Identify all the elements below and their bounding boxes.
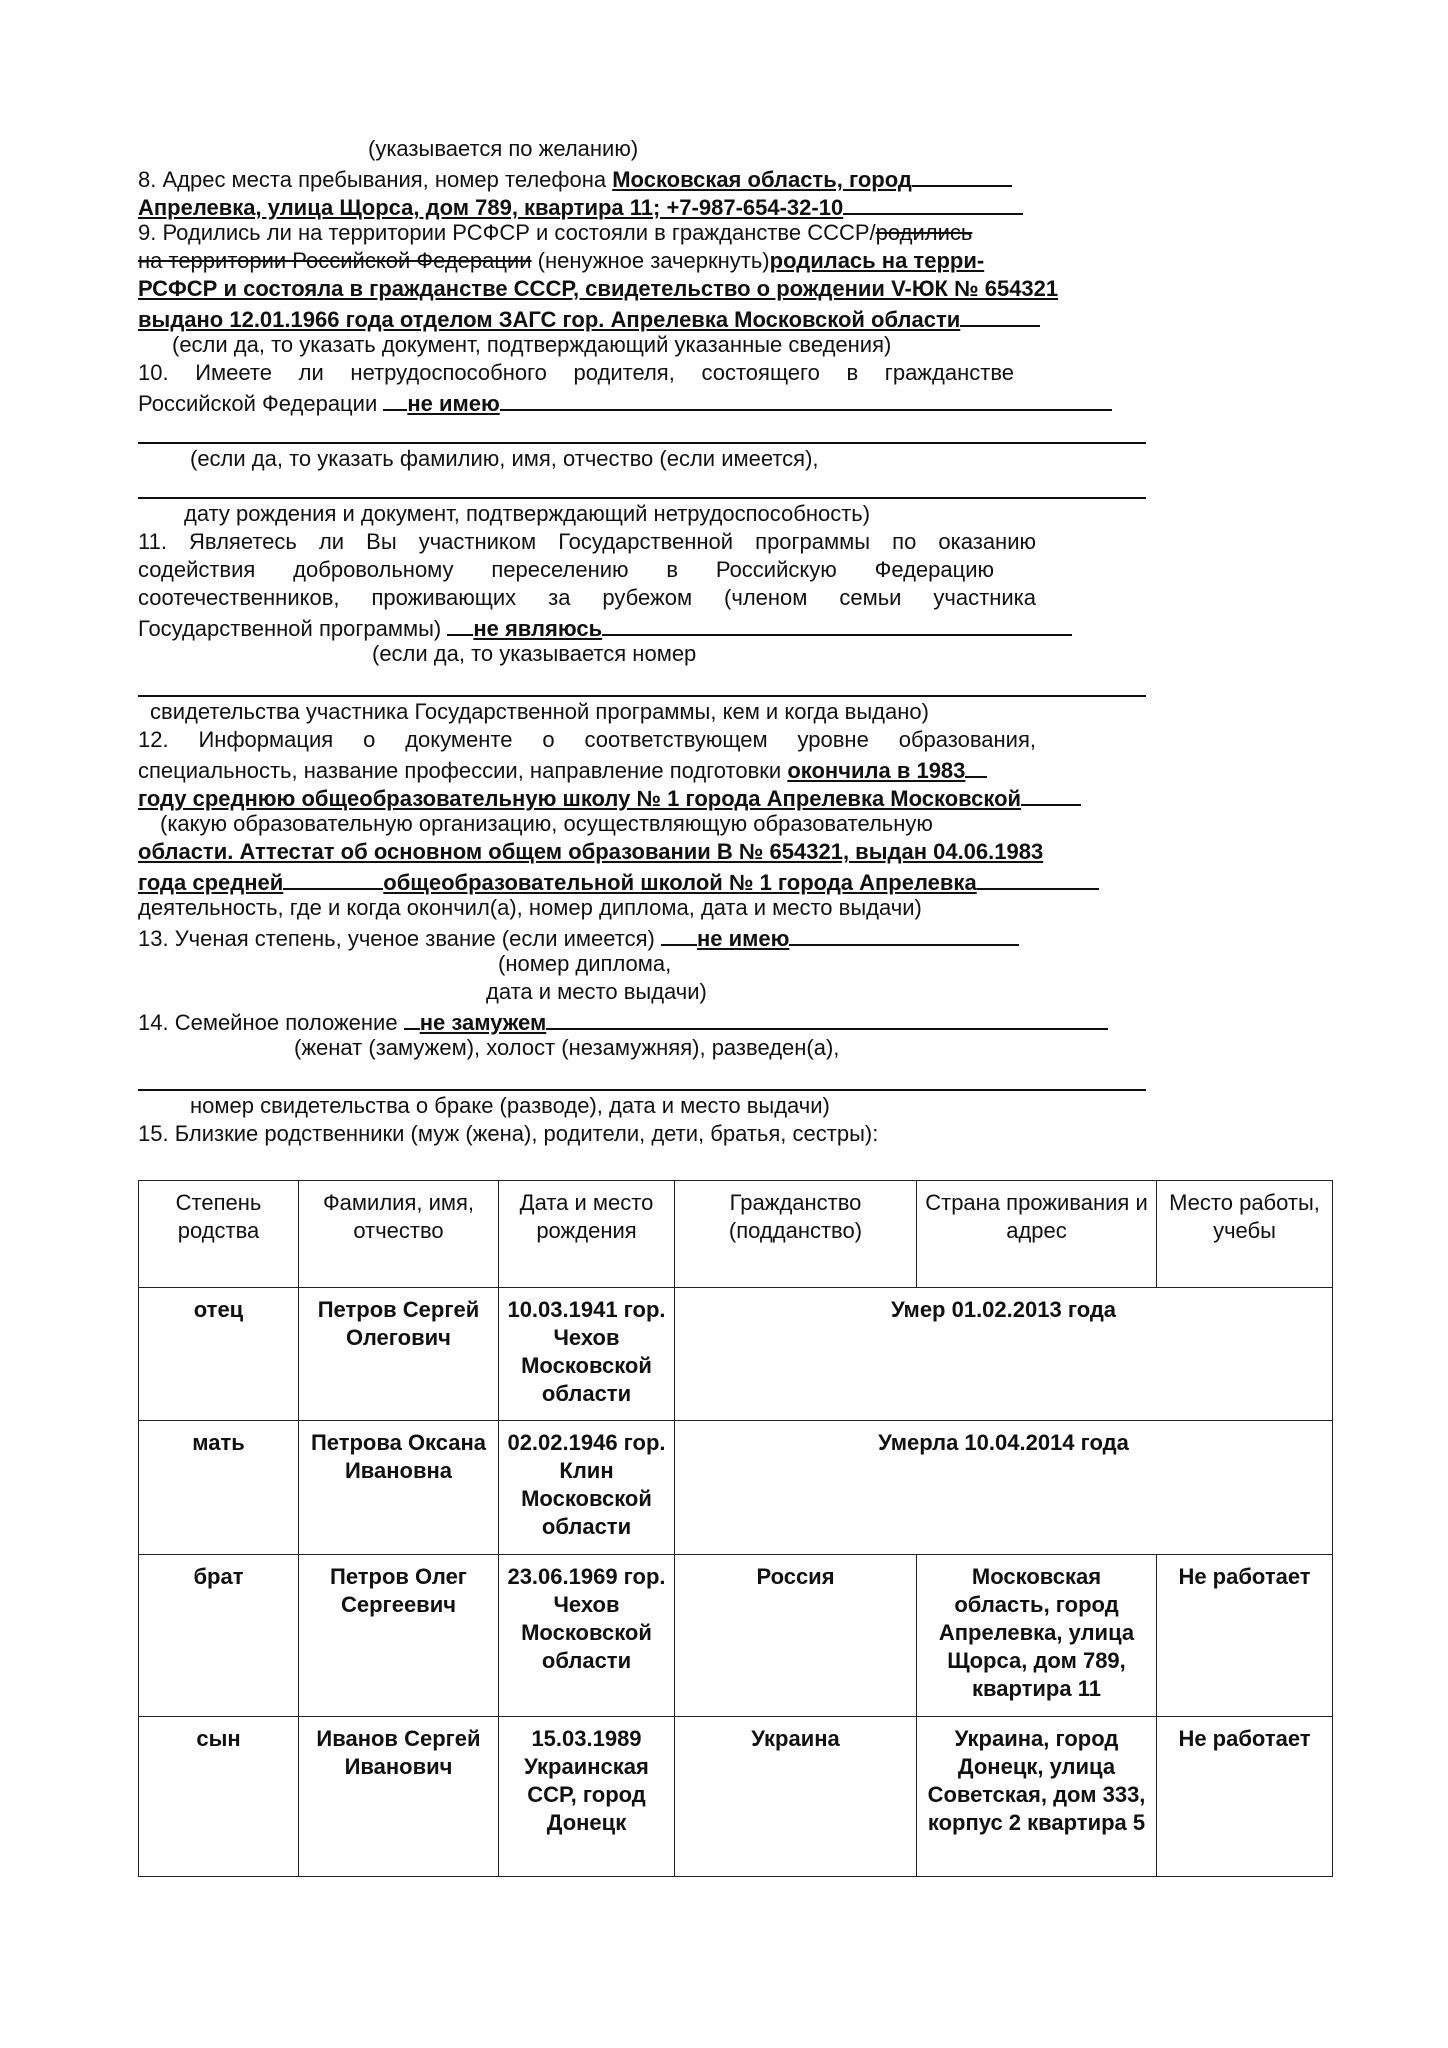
q9-fill [960,303,1040,327]
q9-strike-1: родились [875,220,973,245]
q9-answer-1: родилась на терри- [769,248,985,273]
q12-line-2 [138,754,987,785]
row-father-birth: 10.03.1941 гор. Чехов Московской области [499,1288,675,1421]
q12-answer-1: окончила в 1983 [787,758,966,783]
q10-hint-1: (если да, то указать фамилию, имя, отчество (если имеется), [190,446,819,471]
q14-fill [546,1006,1108,1030]
q12-label: специальность, название профессии, направление подготовки [138,758,788,783]
note-by-wish: (указывается по желанию) [368,136,639,161]
q12-fill-1 [1021,782,1081,806]
q8-answer-1: Московская область, город [612,167,912,192]
header-residence: Страна проживания и адрес [917,1181,1157,1288]
q9-line-2 [138,247,984,275]
q11-hint-1: (если да, то указывается номер [372,641,697,666]
q12-answer-4b: общеобразовательной школой № 1 города Апрелевка [383,870,977,895]
row-father-name: Петров Сергей Олегович [299,1288,499,1421]
row-mother-name: Петрова Оксана Ивановна [299,1421,499,1555]
row-brother-degree: брат [139,1555,299,1717]
row-mother-death: Умерла 10.04.2014 года [675,1421,1333,1555]
row-father-death: Умер 01.02.2013 года [675,1288,1333,1421]
q9-note: (ненужное зачеркнуть) [531,248,770,273]
header-degree: Степень родства [139,1181,299,1288]
q11-blank-line [138,695,1146,697]
q9-strike-2: на территории Российской Федерации [138,248,532,273]
q12-answer-3: области. Аттестат об основном общем образовании В № 654321, выдан 04.06.1983 [138,839,1044,864]
q11-hint-2: свидетельства участника Государственной программы, кем и когда выдано) [150,699,929,724]
header-citizenship: Гражданство (подданство) [675,1181,917,1288]
table-row [139,1717,1333,1877]
row-son-citizenship: Украина [675,1717,917,1877]
q10-blank-line-2 [138,497,1146,499]
row-brother-birth: 23.06.1969 гор. Чехов Московской области [499,1555,675,1717]
table-row [139,1288,1333,1421]
row-mother-degree: мать [139,1421,299,1555]
table-header-row [139,1181,1333,1288]
q10-label: Российской Федерации [138,391,384,416]
q11-label: Государственной программы) [138,616,448,641]
q14-answer: не замужем [419,1010,547,1035]
row-son-work: Не работает [1157,1717,1333,1877]
q13-line [138,922,1019,953]
q8-fill-1 [912,163,1012,187]
q11-answer: не являюсь [473,616,603,641]
q12-answer-2: году среднюю общеобразовательную школу № 1 города Апрелевка Московской [138,786,1022,811]
q14-hint-2: номер свидетельства о браке (разводе), дата и место выдачи) [190,1093,830,1118]
q13-hint-2: дата и место выдачи) [486,979,707,1004]
q15-label: 15. Близкие родственники (муж (жена), родители, дети, братья, сестры): [138,1121,879,1146]
q13-label: 13. Ученая степень, ученое звание (если имеется) [138,926,661,951]
q13-fill [789,922,1019,946]
q11-line-3: соотечественников, проживающих за рубежом (членом семьи участника [138,585,1036,610]
header-work: Место работы, учебы [1157,1181,1333,1288]
q9-label: 9. Родились ли на территории РСФСР и состояли в гражданстве СССР/ [138,220,876,245]
q14-blank-line [138,1089,1146,1091]
q10-line-2 [138,387,1112,418]
row-son-degree: сын [139,1717,299,1877]
q12-hint-2: деятельность, где и когда окончил(а), номер диплома, дата и место выдачи) [138,895,922,920]
table-row [139,1421,1333,1555]
q9-answer-2: РСФСР и состояла в гражданстве СССР, свидетельство о рождении V-ЮК № 654321 [138,276,1059,301]
row-brother-citizenship: Россия [675,1555,917,1717]
q14-line [138,1006,1108,1037]
table-row [139,1555,1333,1717]
q12-line-3 [138,782,1081,813]
q8-answer-2: Апрелевка, улица Щорса, дом 789, квартира 11; +7-987-654-32-10 [138,195,844,220]
q9-line-1 [138,219,972,247]
q13-hint-1: (номер диплома, [498,951,672,976]
q11-line-1: 11. Являетесь ли Вы участником Государственной программы по оказанию [138,529,1036,554]
q13-answer: не имею [696,926,790,951]
row-son-name: Иванов Сергей Иванович [299,1717,499,1877]
q11-line-4 [138,612,1072,643]
q10-answer: не имею [407,391,500,416]
q8-line-2 [138,191,1023,222]
row-mother-birth: 02.02.1946 гор. Клин Московской области [499,1421,675,1555]
q12-line-1: 12. Информация о документе о соответствующем уровне образования, [138,727,1036,752]
q11-fill [602,612,1072,636]
row-brother-residence: Московская область, город Апрелевка, улица Щорса, дом 789, квартира 11 [917,1555,1157,1717]
q9-line-4 [138,303,1040,334]
q11-line-2: содействия добровольному переселению в Российскую Федерацию [138,557,994,582]
q9-hint: (если да, то указать документ, подтверждающий указанные сведения) [172,332,892,357]
q12-hint-1: (какую образовательную организацию, осуществляющую образовательную [160,811,933,836]
relatives-table [138,1180,1333,1877]
header-birth: Дата и место рождения [499,1181,675,1288]
row-brother-name: Петров Олег Сергеевич [299,1555,499,1717]
row-son-birth: 15.03.1989 Украинская ССР, город Донецк [499,1717,675,1877]
q12-fill-2 [977,866,1099,890]
q10-blank-line-1 [138,442,1146,444]
q14-label: 14. Семейное положение [138,1010,404,1035]
q10-fill [500,387,1112,411]
q12-line-6 [138,866,1099,897]
row-son-residence: Украина, город Донецк, улица Советская, дом 333, корпус 2 квартира 5 [917,1717,1157,1877]
q9-answer-3: выдано 12.01.1966 года отделом ЗАГС гор. Апрелевка Московской области [138,307,961,332]
header-name: Фамилия, имя, отчество [299,1181,499,1288]
q8-fill-2 [843,191,1023,215]
q8-label: 8. Адрес места пребывания, номер телефона [138,167,613,192]
q12-answer-4a: года средней [138,870,284,895]
q10-hint-2: дату рождения и документ, подтверждающий нетрудоспособность) [184,501,871,526]
row-father-degree: отец [139,1288,299,1421]
q14-hint-1: (женат (замужем), холост (незамужняя), разведен(а), [294,1035,840,1060]
q10-line-1: 10. Имеете ли нетрудоспособного родителя, состоящего в гражданстве [138,360,1014,385]
q8-line-1 [138,163,1012,194]
row-brother-work: Не работает [1157,1555,1333,1717]
